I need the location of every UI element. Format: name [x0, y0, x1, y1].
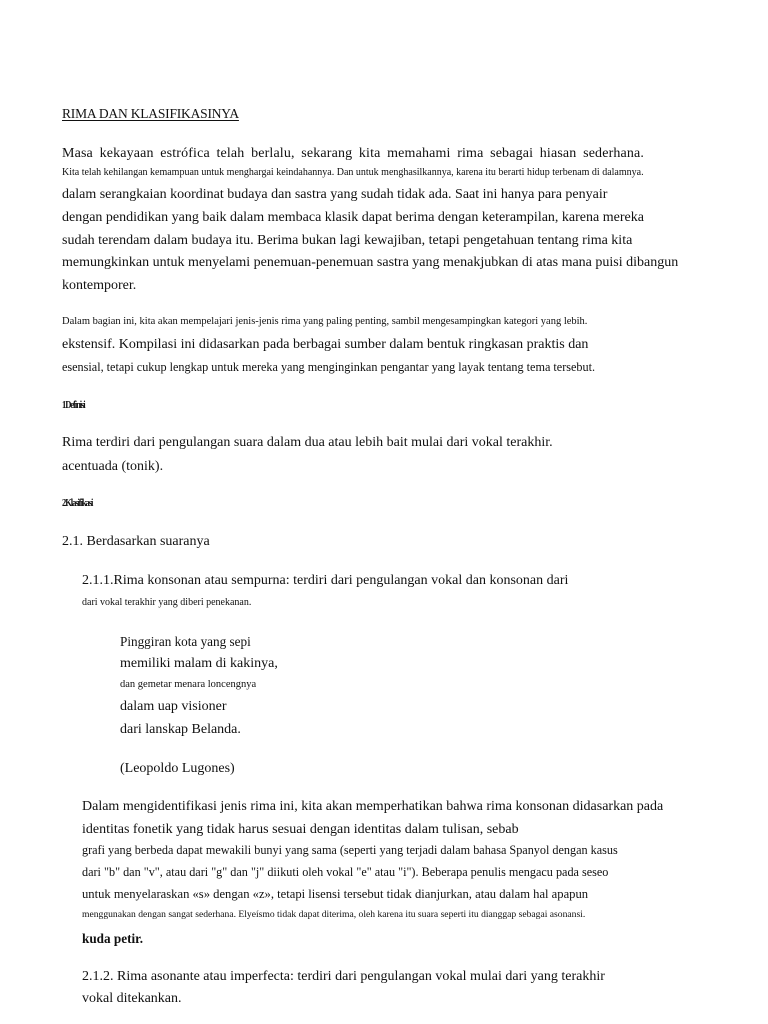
intro-line-4: dengan pendidikan yang baik dalam membaca klasik dapat berima dengan keterampilan, karena mereka	[62, 210, 644, 225]
poem-line-4: dalam uap visioner	[120, 699, 227, 714]
poem-line-5: dari lanskap Belanda.	[120, 722, 241, 737]
section-1-heading: 1Definisi	[62, 399, 85, 411]
explain-line-2: identitas fonetik yang tidak harus sesuai dengan identitas dalam tulisan, sebab	[82, 822, 519, 837]
intro-line-5: sudah terendam dalam budaya itu. Berima bukan lagi kewajiban, tetapi pengetahuan tentang rima kita	[62, 233, 633, 248]
poem-author: (Leopoldo Lugones)	[120, 761, 235, 776]
explain-line-7: kuda petir.	[82, 931, 144, 946]
explain-line-3: grafi yang berbeda dapat mewakili bunyi yang sama (seperti yang terjadi dalam bahasa Spanyol dengan kasus	[82, 843, 618, 857]
intro-line-1: Masa kekayaan estrófica telah berlalu, sekarang kita memahami rima sebagai hiasan sederhana.	[62, 146, 645, 161]
poem-line-3: dan gemetar menara loncengnya	[120, 679, 257, 690]
poem-line-2: memiliki malam di kakinya,	[120, 656, 278, 671]
scope-line-1: Dalam bagian ini, kita akan mempelajari jenis-jenis rima yang paling penting, sambil mengesampingkan kategori yang lebih.	[62, 316, 588, 327]
poem-line-1: Pinggiran kota yang sepi	[120, 634, 251, 649]
intro-line-2: Kita telah kehilangan kemampuan untuk menghargai keindahannya. Dan untuk menghasilkannya, karena itu berarti hidup terbenam di dalamnya.	[62, 167, 644, 178]
explain-line-4: dari "b" dan "v", atau dari "g" dan "j" diikuti oleh vokal "e" atau "i"). Beberapa penulis mengacu pada seseo	[82, 865, 609, 879]
scope-line-3: esensial, tetapi cukup lengkap untuk mereka yang menginginkan pengantar yang layak tentang tema tersebut.	[62, 360, 596, 374]
scope-line-2: ekstensif. Kompilasi ini didasarkan pada berbagai sumber dalam bentuk ringkasan praktis dan	[62, 337, 589, 352]
subsection-2-1-title: 2.1. Berdasarkan suaranya	[62, 534, 210, 549]
intro-line-7: kontemporer.	[62, 278, 137, 293]
intro-line-6: memungkinkan untuk menyelami penemuan-penemuan sastra yang menakjubkan di atas mana puisi dibangun	[62, 255, 679, 270]
explain-line-1: Dalam mengidentifikasi jenis rima ini, kita akan memperhatikan bahwa rima konsonan didasarkan pada	[82, 799, 664, 814]
subsection-2-1-2-line-2: vokal ditekankan.	[82, 991, 182, 1006]
subsection-2-1-2-line-1: 2.1.2. Rima asonante atau imperfecta: terdiri dari pengulangan vokal mulai dari yang terakhir	[82, 969, 605, 984]
subsection-2-1-1-line-1: 2.1.1.Rima konsonan atau sempurna: terdiri dari pengulangan vokal dan konsonan dari	[82, 573, 569, 588]
definition-line-2: acentuada (tonik).	[62, 459, 164, 474]
explain-line-6: menggunakan dengan sangat sederhana. Elyeísmo tidak dapat diterima, oleh karena itu suara seperti itu dianggap sebagai asonansi.	[82, 909, 586, 920]
definition-line-1: Rima terdiri dari pengulangan suara dalam dua atau lebih bait mulai dari vokal terakhir.	[62, 435, 553, 450]
document-title: RIMA DAN KLASIFIKASINYA	[62, 106, 239, 121]
explain-line-5: untuk menyelaraskan «s» dengan «z», tetapi lisensi tersebut tidak dianjurkan, atau dalam hal apapun	[82, 887, 589, 901]
subsection-2-1-1-line-2: dari vokal terakhir yang diberi penekanan.	[82, 597, 252, 608]
intro-line-3: dalam serangkaian koordinat budaya dan sastra yang sudah tidak ada. Saat ini hanya para penyair	[62, 187, 608, 202]
section-2-heading: 2Klasifikasi	[62, 497, 93, 509]
